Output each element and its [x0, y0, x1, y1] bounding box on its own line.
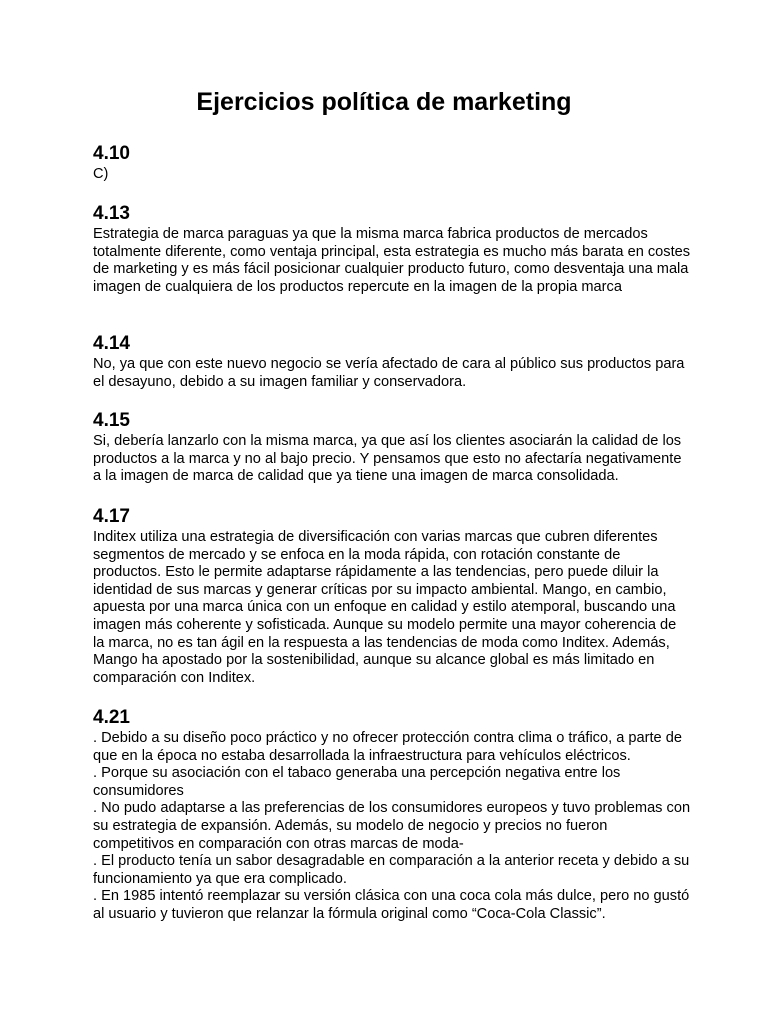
section-heading: 4.10 — [93, 143, 130, 164]
section-4-21 — [93, 707, 693, 924]
section-4-13 — [93, 203, 693, 296]
section-body: No, ya que con este nuevo negocio se vería afectado de cara al público sus productos para el desayuno, debido a su imagen familiar y conservadora. — [93, 356, 685, 390]
document-title: Ejercicios política de marketing — [196, 88, 572, 116]
section-heading: 4.13 — [93, 203, 130, 224]
section-heading: 4.14 — [93, 333, 130, 354]
section-heading: 4.15 — [93, 410, 130, 431]
section-heading: 4.21 — [93, 707, 130, 728]
section-body: . Debido a su diseño poco práctico y no ofrecer protección contra clima o tráfico, a parte de que en la época no estaba desarrollada la infraestructura para vehículos eléctricos. . Porque su asociación con el tabaco generaba una percepción negativa entre los consumidores . No pudo adaptarse a las preferencias de los consumidores europeos y tuvo problemas con su estrategia de expansión. Además, su modelo de negocio y precios no fueron competitivos en comparación con otras marcas de moda- . El producto tenía un sabor desagradable en comparación a la anterior receta y debido a su funcionamiento ya que era complicado. . En 1985 intentó reemplazar su versión clásica con una coca cola más dulce, pero no gustó al usuario y tuvieron que relanzar la fórmula original como “Coca-Cola Classic”. — [93, 730, 691, 922]
section-heading: 4.17 — [93, 506, 130, 527]
section-4-17 — [93, 506, 693, 687]
section-body: Estrategia de marca paraguas ya que la misma marca fabrica productos de mercados totalmente diferente, como ventaja principal, esta estrategia es mucho más barata en costes de marketing y es más fácil posicionar cualquier producto futuro, como desventaja una mala imagen de cualquiera de los productos repercute en la imagen de la propia marca — [93, 226, 691, 295]
section-4-14 — [93, 333, 693, 391]
section-body: Si, debería lanzarlo con la misma marca, ya que así los clientes asociarán la calidad de los productos a la marca y no al bajo precio. Y pensamos que esto no afectaría negativamente a la imagen de marca de calidad que ya tiene una imagen de marca consolidada. — [93, 433, 682, 485]
section-body: Inditex utiliza una estrategia de diversificación con varias marcas que cubren diferentes segmentos de mercado y se enfoca en la moda rápida, con rotación constante de productos. Esto le permite adaptarse rápidamente a las tendencias, pero puede diluir la identidad de sus marcas y generar críticas por su impacto ambiental. Mango, en cambio, apuesta por una marca única con un enfoque en calidad y estilo atemporal, buscando una imagen más coherente y sofisticada. Aunque su modelo permite una mayor coherencia de la marca, no es tan ágil en la respuesta a las tendencias de moda como Inditex. Además, Mango ha apostado por la sostenibilidad, aunque su alcance global es más limitado en comparación con Inditex. — [93, 529, 677, 686]
section-body: C) — [93, 166, 109, 182]
section-4-10 — [93, 143, 693, 184]
section-4-15 — [93, 410, 693, 486]
